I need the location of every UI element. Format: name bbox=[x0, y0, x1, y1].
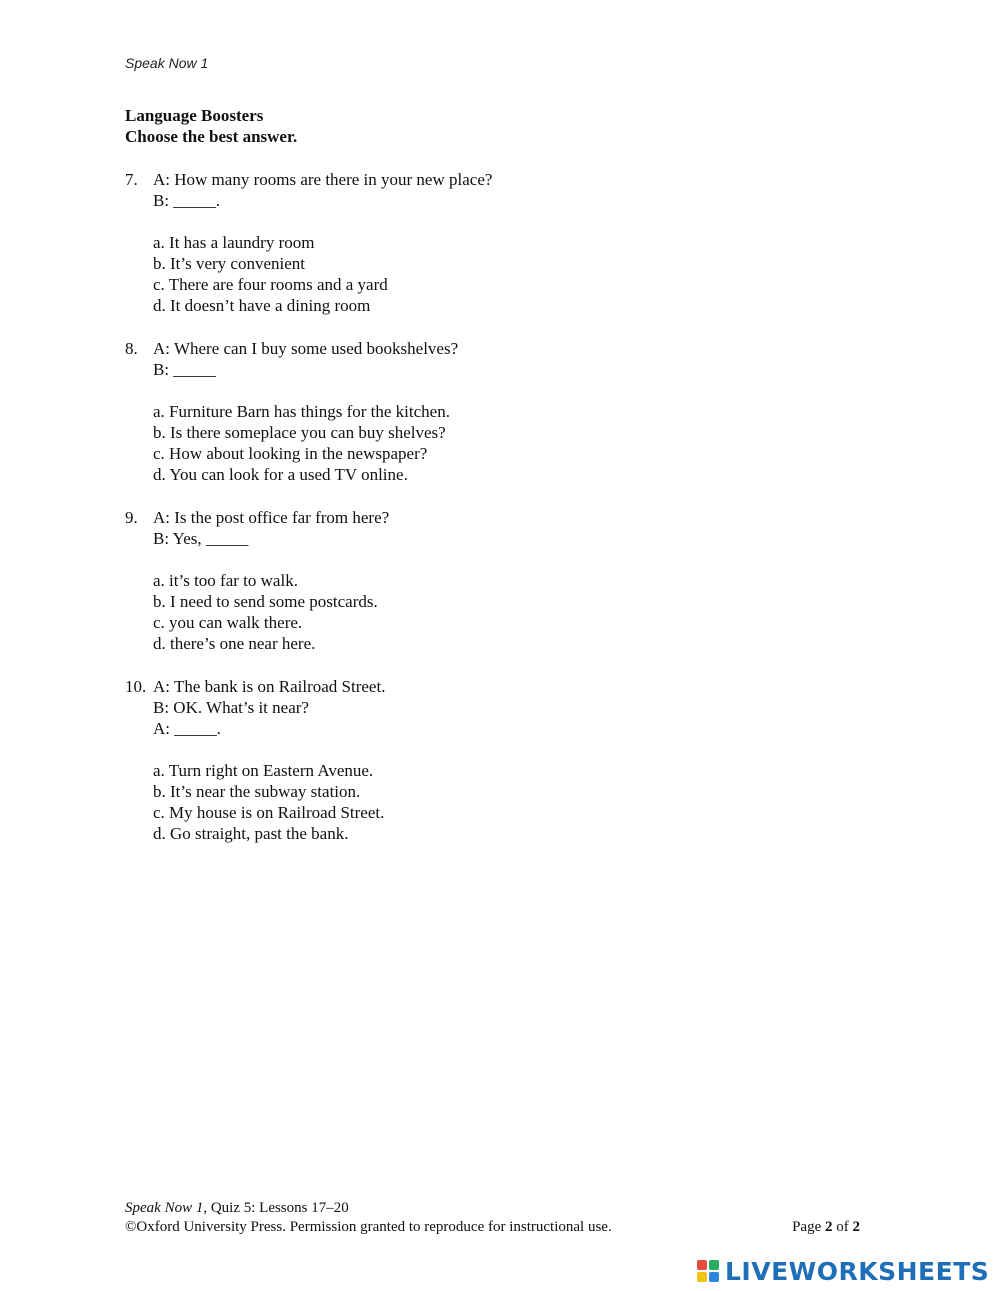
section-instruction: Choose the best answer. bbox=[125, 127, 298, 146]
page-number bbox=[792, 1218, 860, 1237]
answer-option[interactable]: a. it’s too far to walk. bbox=[153, 571, 298, 590]
spacer bbox=[125, 549, 825, 570]
liveworksheets-blocks-icon bbox=[697, 1260, 719, 1282]
dialogue-line bbox=[125, 676, 825, 697]
answer-option[interactable]: a. Furniture Barn has things for the kitchen. bbox=[153, 402, 450, 421]
answer-option[interactable]: b. I need to send some postcards. bbox=[153, 592, 378, 611]
section-heading bbox=[125, 105, 297, 147]
dialogue-text: A: How many rooms are there in your new place? bbox=[153, 170, 493, 189]
answer-option[interactable]: b. It’s very convenient bbox=[153, 254, 306, 273]
footer-book-title: Speak Now 1 bbox=[125, 1200, 204, 1216]
spacer bbox=[125, 739, 825, 760]
answer-option[interactable]: a. Turn right on Eastern Avenue. bbox=[153, 761, 374, 780]
logo-block-icon bbox=[697, 1260, 707, 1270]
dialogue-text: A: Is the post office far from here? bbox=[153, 508, 390, 527]
answer-option[interactable]: c. There are four rooms and a yard bbox=[153, 275, 388, 294]
page-total: 2 bbox=[852, 1219, 860, 1235]
question-number: 8. bbox=[125, 339, 138, 358]
logo-block-icon bbox=[709, 1272, 719, 1282]
answer-option[interactable]: b. Is there someplace you can buy shelves? bbox=[153, 423, 446, 442]
footer-course-line bbox=[125, 1199, 860, 1218]
question-10 bbox=[125, 676, 825, 844]
spacer bbox=[125, 211, 825, 232]
answer-option[interactable]: b. It’s near the subway station. bbox=[153, 782, 361, 801]
page-current: 2 bbox=[825, 1219, 833, 1235]
answer-option[interactable]: a. It has a laundry room bbox=[153, 233, 315, 252]
question-number: 10. bbox=[125, 677, 147, 696]
footer-copyright: ©Oxford University Press. Permission granted to reproduce for instructional use. bbox=[125, 1219, 612, 1235]
dialogue-line: B: Yes, _____ bbox=[153, 529, 249, 548]
dialogue-line bbox=[125, 507, 825, 528]
page-of: of bbox=[832, 1219, 853, 1235]
page-prefix: Page bbox=[792, 1219, 825, 1235]
dialogue-line: B: OK. What’s it near? bbox=[153, 698, 309, 717]
answer-option[interactable]: d. It doesn’t have a dining room bbox=[153, 296, 371, 315]
answer-option[interactable]: c. My house is on Railroad Street. bbox=[153, 803, 385, 822]
dialogue-line: A: _____. bbox=[153, 719, 221, 738]
liveworksheets-logo[interactable] bbox=[697, 1256, 989, 1286]
question-8 bbox=[125, 338, 825, 485]
answer-option[interactable]: c. How about looking in the newspaper? bbox=[153, 444, 428, 463]
dialogue-text: A: The bank is on Railroad Street. bbox=[153, 677, 386, 696]
answer-option[interactable]: d. You can look for a used TV online. bbox=[153, 465, 408, 484]
question-number: 9. bbox=[125, 508, 138, 527]
dialogue-line bbox=[125, 169, 825, 190]
section-title: Language Boosters bbox=[125, 106, 264, 125]
spacer bbox=[125, 380, 825, 401]
footer-quiz-label: , Quiz 5: Lessons 17–20 bbox=[203, 1200, 349, 1216]
brand-name: LIVEWORKSHEETS bbox=[725, 1256, 990, 1286]
dialogue-line bbox=[125, 338, 825, 359]
answer-option[interactable]: d. Go straight, past the bank. bbox=[153, 824, 349, 843]
running-header: Speak Now 1 bbox=[125, 55, 209, 71]
logo-block-icon bbox=[709, 1260, 719, 1270]
dialogue-line: B: _____ bbox=[153, 360, 216, 379]
answer-option[interactable]: c. you can walk there. bbox=[153, 613, 303, 632]
dialogue-text: A: Where can I buy some used bookshelves? bbox=[153, 339, 459, 358]
question-9 bbox=[125, 507, 825, 654]
footer-bottom-row bbox=[125, 1218, 860, 1237]
question-number: 7. bbox=[125, 170, 138, 189]
answer-option[interactable]: d. there’s one near here. bbox=[153, 634, 316, 653]
dialogue-line: B: _____. bbox=[153, 191, 221, 210]
question-7 bbox=[125, 169, 825, 316]
logo-block-icon bbox=[697, 1272, 707, 1282]
page-footer bbox=[125, 1199, 860, 1237]
